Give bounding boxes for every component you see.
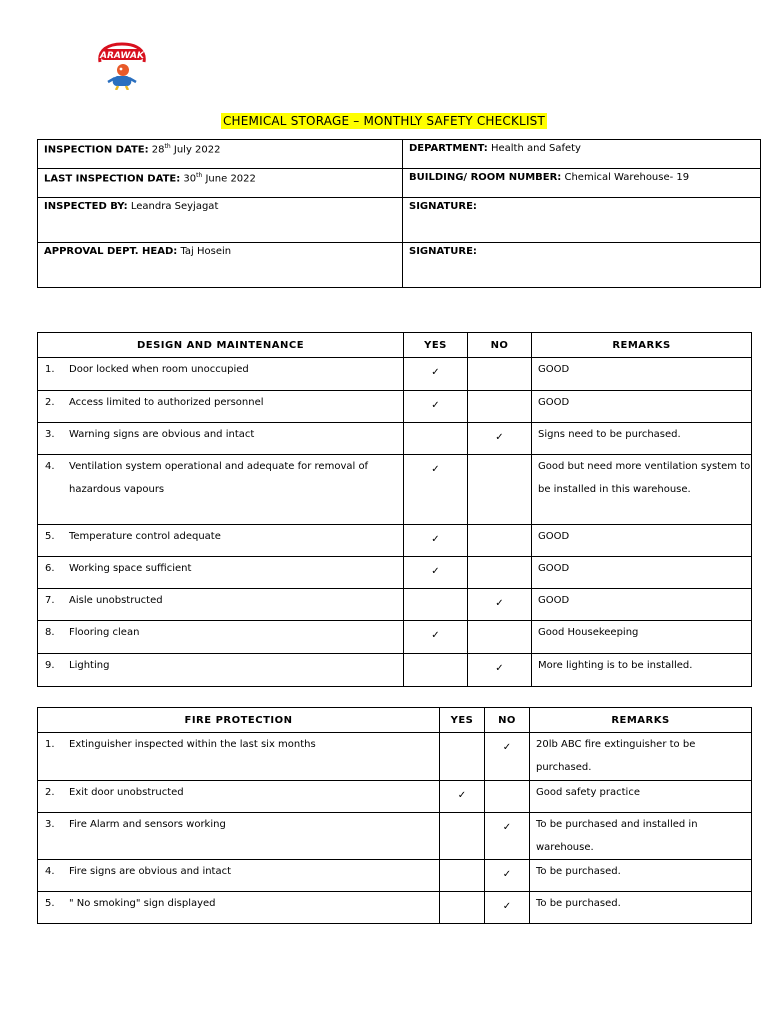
- design-item-cell: [38, 654, 404, 687]
- item-number: 9.: [45, 660, 55, 671]
- design-remarks-cell: GOOD: [532, 358, 752, 391]
- design-yes-header: YES: [404, 333, 468, 358]
- design-remarks-cell: GOOD: [532, 557, 752, 589]
- item-number: 4.: [45, 866, 55, 877]
- design-no-cell: [468, 654, 532, 687]
- item-text: Working space sufficient: [69, 563, 192, 574]
- design-remarks-cell: Good but need more ventilation system to be installed in this warehouse.: [532, 455, 752, 525]
- check-mark-icon: ✓: [431, 367, 440, 378]
- check-mark-icon: ✓: [495, 432, 504, 443]
- design-item-cell: [38, 358, 404, 391]
- design-row: [38, 525, 752, 557]
- item-text: Access limited to authorized personnel: [69, 397, 264, 408]
- item-number: 3.: [45, 429, 55, 440]
- fire-yes-cell: [440, 860, 485, 892]
- design-row: [38, 455, 752, 525]
- design-item-cell: [38, 455, 404, 525]
- check-mark-icon: ✓: [431, 464, 440, 475]
- design-no-cell: [468, 621, 532, 654]
- check-mark-icon: ✓: [495, 663, 504, 674]
- design-yes-cell: [404, 358, 468, 391]
- signature-cell-2: SIGNATURE:: [403, 243, 761, 288]
- design-no-cell: [468, 423, 532, 455]
- item-text: Extinguisher inspected within the last six months: [69, 739, 316, 750]
- item-number: 1.: [45, 739, 55, 750]
- item-text: Fire signs are obvious and intact: [69, 866, 232, 877]
- item-text: Temperature control adequate: [69, 531, 221, 542]
- design-remarks-header: REMARKS: [532, 333, 752, 358]
- item-number: 4.: [45, 461, 55, 472]
- design-row: [38, 358, 752, 391]
- fire-row: [38, 733, 752, 781]
- design-item-cell: [38, 525, 404, 557]
- design-remarks-cell: More lighting is to be installed.: [532, 654, 752, 687]
- signature-cell-1: SIGNATURE:: [403, 198, 761, 243]
- fire-row: [38, 813, 752, 860]
- check-mark-icon: ✓: [502, 742, 512, 753]
- fire-remarks-cell: Good safety practice: [530, 781, 752, 813]
- design-remarks-cell: Good Housekeeping: [532, 621, 752, 654]
- design-remarks-cell: GOOD: [532, 391, 752, 423]
- design-section-header: DESIGN AND MAINTENANCE: [38, 333, 404, 358]
- design-row: [38, 391, 752, 423]
- fire-section-header: FIRE PROTECTION: [38, 708, 440, 733]
- arawak-logo: [96, 40, 148, 90]
- department-cell: DEPARTMENT: Health and Safety: [403, 140, 761, 169]
- fire-protection-table: [37, 707, 752, 924]
- fire-remarks-cell: 20lb ABC fire extinguisher to be purchased.: [530, 733, 752, 781]
- item-text: " No smoking" sign displayed: [69, 898, 216, 909]
- item-number: 7.: [45, 595, 55, 606]
- item-text: Fire Alarm and sensors working: [69, 819, 226, 830]
- item-number: 5.: [45, 898, 55, 909]
- item-number: 2.: [45, 787, 55, 798]
- item-number: 1.: [45, 364, 55, 375]
- design-yes-cell: [404, 423, 468, 455]
- item-number: 5.: [45, 531, 55, 542]
- design-no-cell: [468, 525, 532, 557]
- design-remarks-cell: Signs need to be purchased.: [532, 423, 752, 455]
- fire-row: [38, 860, 752, 892]
- design-yes-cell: [404, 525, 468, 557]
- fire-no-cell: [485, 813, 530, 860]
- design-row: [38, 589, 752, 621]
- item-text: Lighting: [69, 660, 110, 671]
- design-no-cell: [468, 391, 532, 423]
- fire-item-cell: [38, 781, 440, 813]
- design-row: [38, 423, 752, 455]
- fire-item-cell: [38, 860, 440, 892]
- item-number: 6.: [45, 563, 55, 574]
- fire-no-cell: [485, 860, 530, 892]
- fire-yes-cell: [440, 781, 485, 813]
- design-no-cell: [468, 358, 532, 391]
- check-mark-icon: ✓: [431, 630, 440, 641]
- approval-dept-head-cell: APPROVAL DEPT. HEAD: Taj Hosein: [38, 243, 403, 288]
- fire-remarks-cell: To be purchased.: [530, 892, 752, 924]
- check-mark-icon: ✓: [431, 534, 440, 545]
- check-mark-icon: ✓: [457, 790, 467, 801]
- design-yes-cell: [404, 589, 468, 621]
- fire-no-header: NO: [485, 708, 530, 733]
- check-mark-icon: ✓: [431, 400, 440, 411]
- item-text: Warning signs are obvious and intact: [69, 429, 255, 440]
- fire-item-cell: [38, 892, 440, 924]
- fire-no-cell: [485, 781, 530, 813]
- fire-yes-cell: [440, 813, 485, 860]
- design-yes-cell: [404, 391, 468, 423]
- design-item-cell: [38, 621, 404, 654]
- item-text: Exit door unobstructed: [69, 787, 184, 798]
- design-no-cell: [468, 455, 532, 525]
- design-no-cell: [468, 557, 532, 589]
- design-maintenance-table: [37, 332, 752, 687]
- fire-yes-header: YES: [440, 708, 485, 733]
- item-number: 2.: [45, 397, 55, 408]
- item-text: Flooring clean: [69, 627, 140, 638]
- fire-remarks-header: REMARKS: [530, 708, 752, 733]
- check-mark-icon: ✓: [502, 901, 512, 912]
- fire-yes-cell: [440, 892, 485, 924]
- fire-yes-cell: [440, 733, 485, 781]
- inspection-info-table: [37, 139, 761, 288]
- item-text: Aisle unobstructed: [69, 595, 163, 606]
- inspection-date-cell: INSPECTION DATE: 28th July 2022: [38, 140, 403, 169]
- item-number: 8.: [45, 627, 55, 638]
- design-item-cell: [38, 391, 404, 423]
- check-mark-icon: ✓: [495, 598, 504, 609]
- design-yes-cell: [404, 455, 468, 525]
- design-yes-cell: [404, 654, 468, 687]
- fire-no-cell: [485, 733, 530, 781]
- item-text: Door locked when room unoccupied: [69, 364, 249, 375]
- fire-item-cell: [38, 733, 440, 781]
- design-row: [38, 654, 752, 687]
- design-remarks-cell: GOOD: [532, 525, 752, 557]
- check-mark-icon: ✓: [502, 869, 512, 880]
- design-remarks-cell: GOOD: [532, 589, 752, 621]
- design-item-cell: [38, 423, 404, 455]
- design-item-cell: [38, 557, 404, 589]
- design-no-cell: [468, 589, 532, 621]
- checklist-title: CHEMICAL STORAGE – MONTHLY SAFETY CHECKLIST: [222, 114, 546, 128]
- design-row: [38, 557, 752, 589]
- last-inspection-date-cell: LAST INSPECTION DATE: 30th June 2022: [38, 169, 403, 198]
- fire-header-row: [38, 708, 752, 733]
- fire-remarks-cell: To be purchased.: [530, 860, 752, 892]
- design-yes-cell: [404, 621, 468, 654]
- design-header-row: [38, 333, 752, 358]
- fire-no-cell: [485, 892, 530, 924]
- fire-row: [38, 892, 752, 924]
- inspected-by-cell: INSPECTED BY: Leandra Seyjagat: [38, 198, 403, 243]
- fire-item-cell: [38, 813, 440, 860]
- fire-remarks-cell: To be purchased and installed in warehouse.: [530, 813, 752, 860]
- building-room-cell: BUILDING/ ROOM NUMBER: Chemical Warehouse- 19: [403, 169, 761, 198]
- design-item-cell: [38, 589, 404, 621]
- design-yes-cell: [404, 557, 468, 589]
- item-text: Ventilation system operational and adequate for removal of hazardous vapours: [69, 461, 369, 495]
- design-no-header: NO: [468, 333, 532, 358]
- logo-text: ARAWAK: [100, 51, 144, 61]
- item-number: 3.: [45, 819, 55, 830]
- check-mark-icon: ✓: [431, 566, 440, 577]
- fire-row: [38, 781, 752, 813]
- check-mark-icon: ✓: [502, 822, 512, 833]
- design-row: [38, 621, 752, 654]
